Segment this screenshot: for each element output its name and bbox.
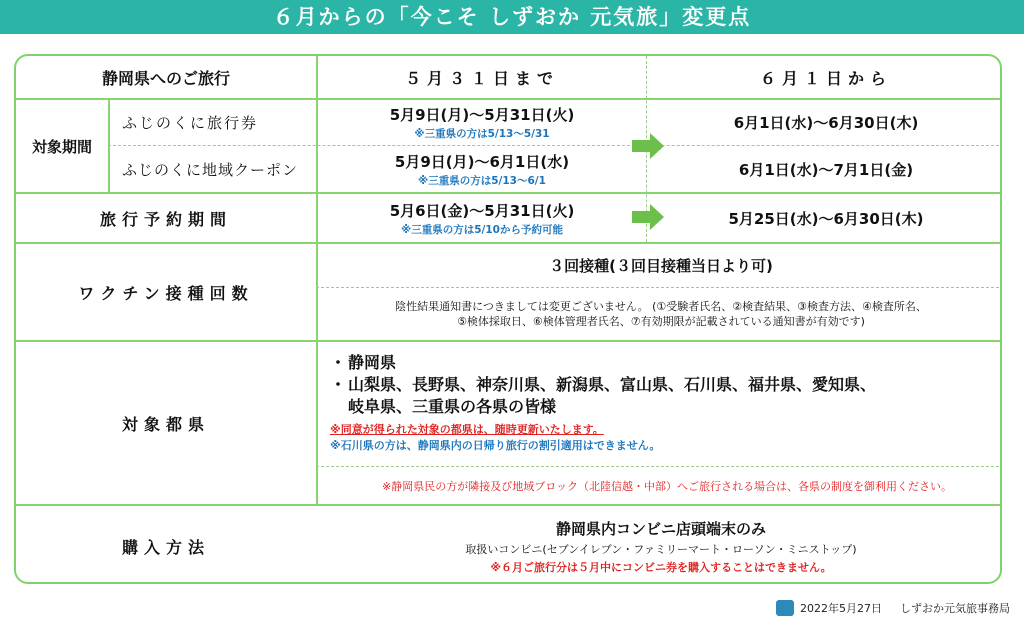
coupon-after: 6月1日(水)～7月1日(金) (738, 160, 914, 179)
vaccine-note (318, 288, 1002, 340)
list-item: ・ 山梨県、長野県、神奈川県、新潟県、富山県、石川県、福井県、愛知県、 (330, 375, 877, 394)
list-item-continued: 岐阜県、三重県の各県の皆様 (348, 397, 557, 416)
ticket-after: 6月1日(水)～6月30日(木) (733, 114, 919, 132)
footer (776, 600, 1010, 616)
ticket-name: ふじのくに旅行券 (122, 114, 259, 132)
footer-date: 2022年5月27日 (800, 602, 882, 615)
ticket-before-date: 5月9日(月)～5月31日(火) (389, 106, 575, 124)
reservation-before-note: ※三重県の方は5/10から予約可能 (401, 223, 563, 236)
purchase-note: ※６月ご旅行分は５月中にコンビニ券を購入することはできません。 (490, 560, 832, 574)
page-banner: ６月からの「今こそ しずおか 元気旅」変更点 (0, 0, 1024, 34)
ticket-before-note: ※三重県の方は5/13～5/31 (414, 128, 550, 140)
reservation-before (318, 194, 646, 242)
header-category: 静岡県へのご旅行 (101, 68, 230, 88)
purchase-label: 購入方法 (121, 537, 210, 557)
coupon-before-note: ※三重県の方は5/13～6/1 (418, 174, 546, 187)
coupon-before (318, 146, 646, 192)
purchase-cell (318, 506, 1002, 584)
logo-icon (776, 600, 794, 616)
reservation-after: 5月25日(水)～6月30日(木) (728, 209, 924, 228)
vaccine-note-line2: ⑤検体採取日、⑥検体管理者氏名、⑦有効期限が記載されている通知書が有効です) (457, 315, 865, 328)
purchase-sub: 取扱いコンビニ(セブンイレブン・ファミリーマート・ローソン・ミニストップ) (465, 542, 857, 556)
reservation-label: 旅行予約期間 (99, 209, 232, 229)
footer-org: しずおか元気旅事務局 (900, 602, 1010, 615)
ticket-before (318, 100, 646, 145)
header-from-june1: ６月１日から (759, 68, 892, 88)
vaccine-note-line1: 陰性結果通知書につきましては変更ございません。 (①受験者氏名、②検査結果、③検査方法、④検査所名、 (395, 300, 927, 313)
prefectures-label: 対象都県 (121, 414, 210, 434)
list-item: ・ 静岡県 (330, 353, 397, 372)
coupon-name: ふじのくに地域クーポン (122, 160, 299, 179)
prefecture-notes (330, 422, 1000, 453)
purchase-value: 静岡県内コンビニ店頭端末のみ (555, 519, 766, 538)
reservation-before-date: 5月6日(金)～5月31日(火) (389, 201, 575, 220)
prefecture-list (330, 352, 1000, 453)
prefectures-bottom-note: ※静岡県民の方が隣接及び地域ブロック（北陸信越・中部）へご旅行される場合は、各県の制度を御利用ください。 (382, 480, 952, 493)
prefectures-bottom-note-cell (332, 468, 1002, 504)
period-label: 対象期間 (31, 137, 92, 156)
vaccine-label: ワクチン接種回数 (78, 283, 254, 303)
header-until-may31: ５月３１日まで (404, 68, 559, 88)
ishikawa-note: ※石川県の方は、静岡県内の日帰り旅行の割引適用はできません。 (330, 439, 661, 452)
update-note: ※同意が得られた対象の都県は、随時更新いたします。 (330, 423, 604, 436)
coupon-before-date: 5月9日(月)～6月1日(水) (394, 152, 570, 171)
changes-table (14, 54, 1002, 584)
vaccine-value: ３回接種(３回目接種当日より可) (549, 257, 773, 275)
